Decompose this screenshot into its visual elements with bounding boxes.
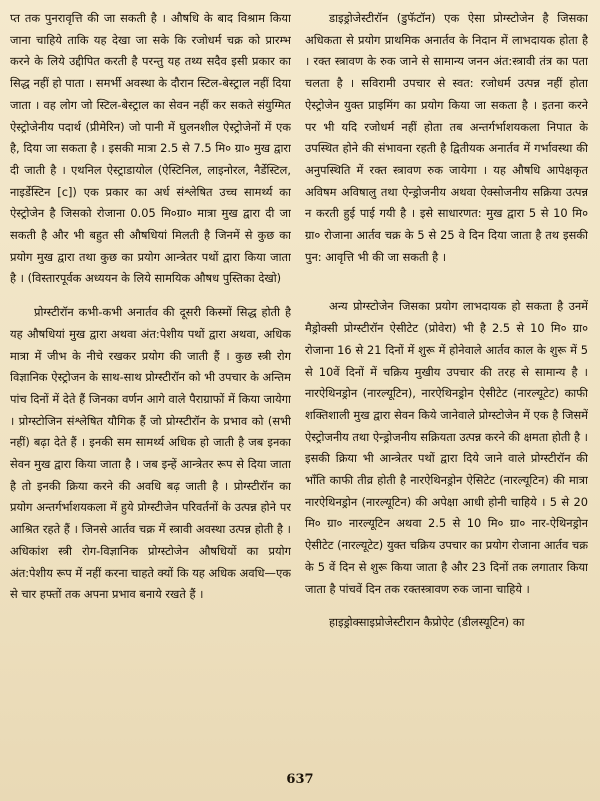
left-column — [10, 8, 291, 708]
right-column — [305, 8, 588, 733]
left-paragraph-2: प्रोग्स्टीरॉन कभी-कभी अनार्तव की दूसरी किस्मों सिद्ध होती है यह औषधियां मुख द्वारा अथवा अंत:पेशीय पथों द्वारा अथवा, अधिक मात्रा में जीभ के नीचे रखकर प्रयोग की जाती हैं । कुछ स्त्री रोग विज्ञानिक ऐस्ट्रोजन के साथ-साथ प्रोग्स्टीरॉन को भी उपचार के अन्तिम पांच दिनों में देते हैं जिनका वर्णन आगे वाले पैराग्राफों में किया जायेगा । प्रोग्स्टोजिन संश्लेषित यौगिक हैं जो प्रोग्स्टीरॉन के प्रभाव को (सभी नहीं) बढ़ा देते हैं । इनकी सम सामर्थ्य अधिक हो जाती है जब इनका सेवन मुख द्वारा किया जाता है । जब इन्हें आन्त्रेतर रूप से दिया जाता है तो इनकी क्रिया करने की अवधि बढ़ जाती है । प्रोग्स्टीरॉन का प्रयोग अन्तर्गर्भाशयकला में हुये प्रोग्स्टीजेन परिवर्तनों के उत्पन्न होने पर आश्रित रहते हैं । जिनसे आर्तव चक्र में स्त्रावी अवस्था उत्पन्न होती है । अधिकांश स्त्री रोग-विज्ञानिक प्रोग्स्टोजेन औषधियों का प्रयोग अंत:पेशीय रूप में नहीं करना चाहते क्यों कि यह अधिक अवधि—एक से चार हफ्तों तक अपना प्रभाव बनाये रखते हैं । — [10, 305, 291, 602]
right-paragraph-2: अन्य प्रोग्स्टोजेन जिसका प्रयोग लाभदायक हो सकता है उनमें मैड्रोक्सी प्रोग्स्टीरॉन ऐसीटेट (प्रोवेरा) भी है 2.5 से 10 मि० ग्रा० रोजाना 16 से 21 दिनों में शुरू में होनेवाले आर्तव काल के शुरू में 5 से 10वें दिनों में चक्रिय मुखीय उपचार की तरह से सामान्य है । नारऐथिनड्रोन (नारल्यूटिन), नारऐथिनड्रोन ऐसीटेट (नारल्यूटेट) काफी शक्तिशाली मुख द्वारा सेवन किये जानेवाले प्रोग्स्टोजेन में एक है जिसमें ऐस्ट्रोजनीय तथा ऐन्ड्रोजनीय सक्रियता उत्पन्न करने की क्षमता होती है । इसकी क्रिया भी आन्त्रेतर पथों द्वारा दिये जाने वाले प्रोग्स्टीरॉन की भाँति काफी तीव्र होती है नारऐथिनड्रोन ऐसिटेट (नारल्यूटिन) की मात्रा नारऐथिनड्रोन (नारल्यूटिन) की अपेक्षा आधी होनी चाहिये । 5 से 20 मि० ग्रा० नारल्यूटिन अथवा 2.5 से 10 मि० ग्रा० नार-ऐथिनड्रोन ऐसीटेट (नारल्यूटेट) युक्त चक्रिय उपचार का प्रयोग रोजाना आर्तव चक्र के 5 वें दिन से शुरू किया जाता है और 23 दिनों तक लगातार किया जाता है पांचवें दिन तक रक्तस्त्रावण रुक जाना चाहिये । — [305, 299, 588, 596]
right-paragraph-3: हाइड्रोक्साइप्रोजेस्टीरान कैप्रोऐट (डीलस्यूटिन) का — [329, 615, 525, 630]
right-paragraph-1: डाइड्रोजेस्टीरॉन (डुफॅटॉन) एक ऐसा प्रोग्स्टोजेन है जिसका अधिकता से प्रयोग प्राथमिक अनार्तव के निदान में लाभदायक होता है । रक्त स्त्रावण के रुक जाने से सामान्य जनन अंत:स्त्रावी तंत्र का पता चलता है । सविरामी उपचार से स्वत: रजोधर्म उत्पन्न नहीं होता ऐस्ट्रोजेन युक्त प्राइमिंग का प्रयोग किया जा सकता है । इतना करने पर भी यदि रजोधर्म नहीं होता तब अन्तर्गर्भाशयकला निपात के उपस्थित होने की संभावना रहती है द्वितीयक अनार्तव में गर्भावस्था की अनुपस्थिति में रक्त स्त्रावण रुक जायेगा । यह औषधि आपेक्षकृत अविषम अविषालु तथा ऐन्ड्रोजनीय अथवा ऐक्सोजनीय सक्रिया उत्पन्न न करती हुई पाई गयी है । इसे साधारणत: मुख द्वारा 5 से 10 मि० ग्रा० रोजाना आर्तव चक्र के 5 से 25 वे दिन दिया जाता है तथ इसकी पुन: आवृत्ति भी की जा सकती है । — [305, 11, 588, 264]
page-number: 637 — [286, 772, 314, 787]
left-paragraph-1: प्त तक पुनरावृत्ति की जा सकती है । औषधि के बाद विश्राम किया जाना चाहिये ताकि यह देखा जा सके कि रजोधर्म चक्र को प्रारम्भ करने के लिये उद्दीपित करती है परन्तु यह तथ्य सदैव इसी प्रकार का सिद्ध नहीं हो पाता । समर्भी अवस्था के दौरान स्टिल-बेस्ट्राल नहीं दिया जाता । वह लोग जो स्टिल-बेस्ट्राल का सेवन नहीं कर सकते संयुग्मित ऐस्ट्रोजेनीय पदार्थ (प्रीमेरिन) जो पानी में घुलनशील ऐस्ट्रोजेनों में एक है, दिया जा सकता है । इसकी मात्रा 2.5 से 7.5 मि० ग्रा० मुख द्वारा दी जाती है । एथनिल ऐस्ट्राडायोल (ऐस्टिनिल, लाइनोरल, नैर्डेस्टिल, नाइर्डेस्टिन [c]) एक प्रकार का अर्ध संश्लेषित उच्च सामर्थ्य का ऐस्ट्रोजेन है जिसको रोजाना 0.05 मि०ग्रा० मात्रा मुख द्वारा दी जा सकती है और भी बहुत सी औषधियां मिलती है जिनमें से कुछ का प्रयोग मुख द्वारा तथा कुछ का प्रयोग आन्त्रेतर पथों द्वारा किया जाता है । (विस्तारपूर्वक अध्ययन के लिये सामयिक औषध पुस्तिका देखो) — [10, 11, 291, 286]
